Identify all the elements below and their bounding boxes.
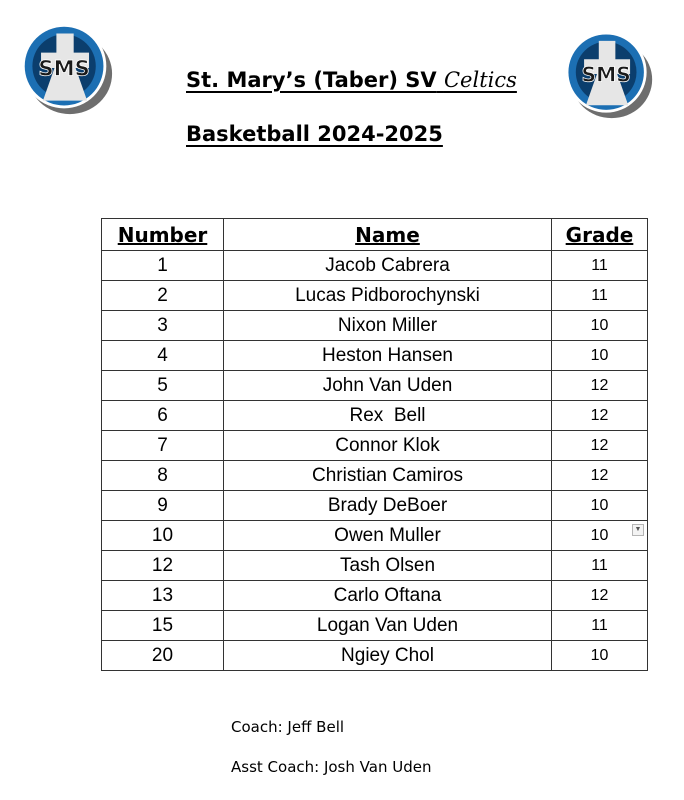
- player-name: Connor Klok: [224, 431, 552, 461]
- table-row: [102, 401, 648, 431]
- player-name: Nixon Miller: [224, 311, 552, 341]
- player-name: Carlo Oftana: [224, 581, 552, 611]
- table-row: [102, 461, 648, 491]
- player-grade: 11: [552, 251, 648, 281]
- player-number: 7: [102, 431, 224, 461]
- player-number: 5: [102, 371, 224, 401]
- table-row: [102, 521, 648, 551]
- school-logo-right: [562, 28, 654, 120]
- player-number: 6: [102, 401, 224, 431]
- player-name: John Van Uden: [224, 371, 552, 401]
- coach-label: Coach: Jeff Bell: [231, 718, 345, 736]
- player-grade: 10: [552, 491, 648, 521]
- player-number: 9: [102, 491, 224, 521]
- player-number: 1: [102, 251, 224, 281]
- player-grade: 11: [552, 611, 648, 641]
- player-number: 12: [102, 551, 224, 581]
- table-row: [102, 611, 648, 641]
- player-grade: 11: [552, 281, 648, 311]
- player-number: 4: [102, 341, 224, 371]
- school-name: St. Mary’s (Taber) SV: [186, 68, 437, 92]
- player-name: Logan Van Uden: [224, 611, 552, 641]
- roster-body: [102, 251, 648, 671]
- logo-text: SMS: [38, 55, 90, 81]
- player-number: 8: [102, 461, 224, 491]
- player-grade: 12: [552, 401, 648, 431]
- player-number: 3: [102, 311, 224, 341]
- player-name: Heston Hansen: [224, 341, 552, 371]
- player-name: Brady DeBoer: [224, 491, 552, 521]
- header-number: Number: [102, 219, 224, 251]
- player-number: 20: [102, 641, 224, 671]
- table-row: [102, 371, 648, 401]
- player-grade: 10: [552, 311, 648, 341]
- header-name: Name: [224, 219, 552, 251]
- player-grade: 12: [552, 461, 648, 491]
- player-number: 10: [102, 521, 224, 551]
- player-number: 2: [102, 281, 224, 311]
- table-row: [102, 491, 648, 521]
- player-name: Tash Olsen: [224, 551, 552, 581]
- chevron-down-icon[interactable]: ▼: [632, 524, 644, 536]
- player-name: Lucas Pidborochynski: [224, 281, 552, 311]
- table-row: [102, 581, 648, 611]
- assistant-coach-label: Asst Coach: Josh Van Uden: [231, 758, 432, 776]
- player-name: Owen Muller: [224, 521, 552, 551]
- roster-header-row: [102, 219, 648, 251]
- header-grade: Grade: [552, 219, 648, 251]
- player-name: Ngiey Chol: [224, 641, 552, 671]
- player-grade: 11: [552, 551, 648, 581]
- logo-text: SMS: [581, 62, 631, 87]
- table-row: [102, 551, 648, 581]
- player-grade: 12: [552, 581, 648, 611]
- player-name: Rex Bell: [224, 401, 552, 431]
- roster-table: [101, 218, 648, 671]
- player-name: Christian Camiros: [224, 461, 552, 491]
- table-row: [102, 431, 648, 461]
- page-subtitle: Basketball 2024-2025: [186, 122, 443, 146]
- team-name: Celtics: [443, 68, 517, 92]
- table-row: [102, 641, 648, 671]
- school-logo-left: [18, 20, 114, 116]
- table-row: [102, 311, 648, 341]
- table-row: [102, 251, 648, 281]
- player-number: 15: [102, 611, 224, 641]
- player-grade: 10: [552, 341, 648, 371]
- player-grade: 10: [552, 641, 648, 671]
- player-grade: 10 ▼: [552, 521, 648, 551]
- player-grade: 12: [552, 371, 648, 401]
- player-name: Jacob Cabrera: [224, 251, 552, 281]
- table-row: [102, 281, 648, 311]
- page-title: [186, 68, 517, 92]
- player-number: 13: [102, 581, 224, 611]
- table-row: [102, 341, 648, 371]
- player-grade: 12: [552, 431, 648, 461]
